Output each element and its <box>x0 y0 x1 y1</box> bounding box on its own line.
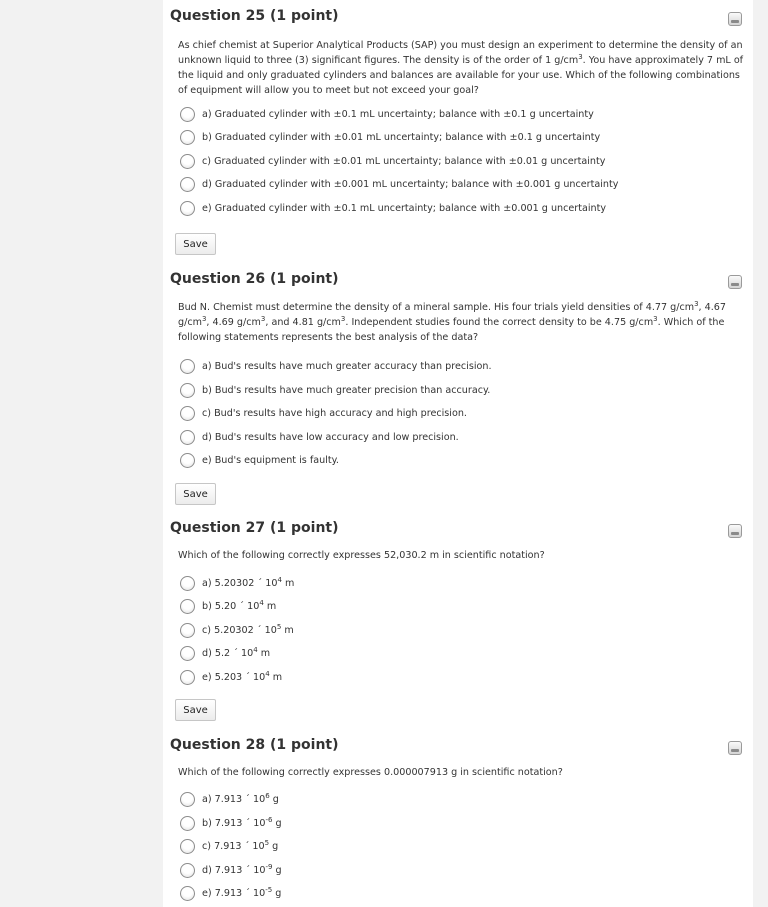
option-label: a) 5.20302 ´ $10^4$ m <box>202 576 295 589</box>
option-label: e) 7.913 ´ $10^{-5}$ g <box>202 886 282 899</box>
question-number: Question 27 <box>170 520 266 536</box>
radio-button[interactable] <box>180 107 195 122</box>
option-label: b) Bud's results have much greater precision than accuracy. <box>202 385 491 396</box>
option-label: e) 5.203 ´ $10^4$ m <box>202 670 283 683</box>
question-points: (1 point) <box>270 520 339 536</box>
option-label: c) 5.20302 ´ $10^5$ m <box>202 623 294 636</box>
option-label: e) Bud's equipment is faulty. <box>202 455 339 466</box>
question-points: (1 point) <box>270 737 339 753</box>
option-label: c) Bud's results have high accuracy and high precision. <box>202 408 467 419</box>
option-label: d) 7.913 ´ $10^{-9}$ g <box>202 863 282 876</box>
radio-button[interactable] <box>180 453 195 468</box>
radio-button[interactable] <box>180 406 195 421</box>
question-points: (1 point) <box>270 271 339 287</box>
radio-button[interactable] <box>180 201 195 216</box>
radio-button[interactable] <box>180 359 195 374</box>
radio-button[interactable] <box>180 863 195 878</box>
save-button[interactable]: Save <box>175 233 216 255</box>
radio-button[interactable] <box>180 670 195 685</box>
option-label: b) 7.913 ´ $10^{-6}$ g <box>202 816 282 829</box>
radio-button[interactable] <box>180 646 195 661</box>
radio-button[interactable] <box>180 430 195 445</box>
flag-question-icon[interactable] <box>728 741 742 755</box>
radio-button[interactable] <box>180 383 195 398</box>
save-button[interactable]: Save <box>175 699 216 721</box>
radio-button[interactable] <box>180 839 195 854</box>
question-title <box>170 520 339 536</box>
option-label: a) Bud's results have much greater accuracy than precision. <box>202 361 492 372</box>
option-label: a) Graduated cylinder with ±0.1 mL uncertainty; balance with ±0.1 g uncertainty <box>202 109 594 120</box>
option-label: a) 7.913 ´ $10^6$ g <box>202 792 279 805</box>
radio-button[interactable] <box>180 599 195 614</box>
radio-button[interactable] <box>180 886 195 901</box>
radio-button[interactable] <box>180 576 195 591</box>
flag-question-icon[interactable] <box>728 275 742 289</box>
option-label: d) 5.2 ´ $10^4$ m <box>202 646 271 659</box>
option-label: d) Graduated cylinder with ±0.001 mL uncertainty; balance with ±0.001 g uncertainty <box>202 179 619 190</box>
option-label: c) Graduated cylinder with ±0.01 mL uncertainty; balance with ±0.01 g uncertainty <box>202 156 606 167</box>
save-button[interactable]: Save <box>175 483 216 505</box>
question-points: (1 point) <box>270 8 339 24</box>
question-number: Question 25 <box>170 8 266 24</box>
radio-button[interactable] <box>180 130 195 145</box>
radio-button[interactable] <box>180 177 195 192</box>
radio-button[interactable] <box>180 816 195 831</box>
question-title <box>170 271 339 287</box>
question-text: Bud N. Chemist must determine the density of a mineral sample. His four trials yield densities of 4.77 $g/cm^3$, 4.67 $g/cm^3$, 4.69 $g/cm^3$, and 4.81 $g/cm^3$. Independent studies found the correct density to be 4.75 $g/cm^3$. Which of the following statements represents the best analysis of the data? <box>178 300 727 343</box>
question-text: Which of the following correctly expresses 52,030.2 m in scientific notation? <box>178 550 545 561</box>
question-number: Question 28 <box>170 737 266 753</box>
option-label: d) Bud's results have low accuracy and low precision. <box>202 432 459 443</box>
radio-button[interactable] <box>180 792 195 807</box>
question-text: Which of the following correctly expresses 0.000007913 g in scientific notation? <box>178 767 563 778</box>
option-label: b) 5.20 ´ $10^4$ m <box>202 599 277 612</box>
question-text: As chief chemist at Superior Analytical Products (SAP) you must design an experiment to determine the density of an unknown liquid to three (3) significant figures. The density is of the order of 1 $g/cm^3$. You have approximately 7 mL of the liquid and only graduated cylinders and balances are available for your use. Which of the following combinations of equipment will allow you to meet but not exceed your goal? <box>178 40 744 96</box>
option-label: b) Graduated cylinder with ±0.01 mL uncertainty; balance with ±0.1 g uncertainty <box>202 132 601 143</box>
question-title <box>170 737 339 753</box>
flag-question-icon[interactable] <box>728 12 742 26</box>
radio-button[interactable] <box>180 623 195 638</box>
flag-question-icon[interactable] <box>728 524 742 538</box>
question-title <box>170 8 339 24</box>
radio-button[interactable] <box>180 154 195 169</box>
option-label: e) Graduated cylinder with ±0.1 mL uncertainty; balance with ±0.001 g uncertainty <box>202 203 607 214</box>
question-number: Question 26 <box>170 271 266 287</box>
option-label: c) 7.913 ´ $10^5$ g <box>202 839 279 852</box>
quiz-page <box>163 0 753 907</box>
